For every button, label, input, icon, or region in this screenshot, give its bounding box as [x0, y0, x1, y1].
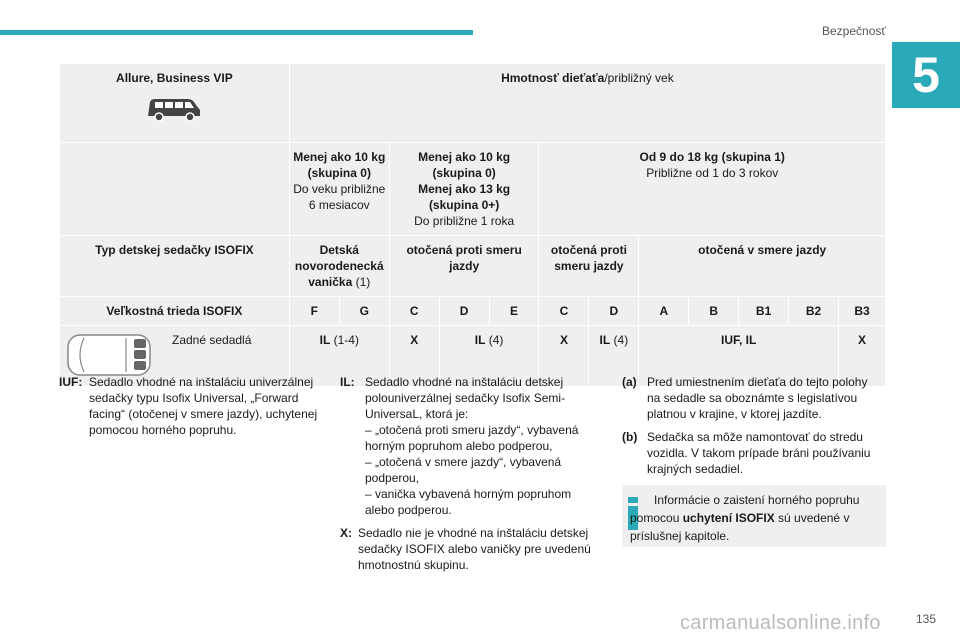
size-class: D — [439, 297, 489, 326]
note-label: (b) — [622, 430, 638, 444]
table-row — [60, 297, 886, 326]
value-cell: X — [389, 326, 439, 387]
rear-facing-cell-1: otočená proti smeru jazdy — [389, 236, 539, 297]
info-text-bold: uchytení ISOFIX — [682, 511, 775, 525]
page-number: 135 — [916, 612, 937, 626]
note-text: Sedadlo vhodné na inštaláciu detskej polouniverzálnej sedačky Isofix Semi-UniversaL, ktorá je: — [365, 375, 566, 421]
value-rest: (4) — [610, 333, 629, 347]
group0plus-title-1: Menej ako 10 kg (skupina 0) — [418, 150, 511, 180]
group0-age: Do veku približne 6 mesiacov — [293, 182, 386, 212]
size-class: E — [489, 297, 539, 326]
note-label: X: — [340, 526, 352, 540]
note-text: Pred umiestnením dieťaťa do tejto polohy na sedadle sa oboznámte s legislatívou platnou v krajine, v ktorej jazdíte. — [647, 375, 868, 421]
info-box — [622, 485, 886, 547]
note-il — [340, 374, 602, 518]
seat-type-label: Typ detskej sedačky ISOFIX — [60, 236, 290, 297]
value-bold: IL — [474, 333, 486, 347]
forward-facing-cell: otočená v smere jazdy — [639, 236, 886, 297]
note-list-item: – vanička vybavená horným popruhom alebo podperou. — [365, 487, 572, 517]
rear-seats-label: Zadné sedadlá — [172, 333, 252, 347]
table-row — [60, 64, 886, 143]
note-label: IL: — [340, 375, 355, 389]
value-bold: IL — [319, 333, 331, 347]
size-class: F — [289, 297, 339, 326]
rear-facing-cell-2: otočená proti smeru jazdy — [539, 236, 639, 297]
value-rest: (1-4) — [330, 333, 359, 347]
note-list-item: – „otočená v smere jazdy“, vybavená podperou, — [365, 455, 562, 485]
size-class: B1 — [739, 297, 789, 326]
value-cell: IUF, IL — [639, 326, 839, 387]
table-row — [60, 143, 886, 236]
size-class: B3 — [838, 297, 885, 326]
value-cell: X — [838, 326, 885, 387]
weight-header-rest: /približný vek — [604, 71, 674, 85]
info-text — [630, 491, 880, 545]
table-row — [60, 236, 886, 297]
group0-cell — [289, 143, 389, 236]
van-icon — [144, 94, 204, 124]
group0plus-age: Do približne 1 roka — [414, 214, 515, 228]
note-x — [340, 525, 602, 573]
isofix-table — [59, 63, 886, 387]
info-text-part: sú uvedené v príslušnej kapitole. — [630, 511, 850, 543]
note-b — [622, 429, 884, 477]
note-text: Sedadlo nie je vhodné na inštaláciu detskej sedačky ISOFIX alebo vaničky pre uvedenú hmotnostnú skupinu. — [358, 526, 591, 572]
car-seat-layout-icon — [66, 332, 154, 378]
note-label: (a) — [622, 375, 637, 389]
weight-header-cell — [289, 64, 885, 143]
size-class: B — [689, 297, 739, 326]
weight-header-bold: Hmotnosť dieťaťa — [501, 71, 605, 85]
size-class: C — [539, 297, 589, 326]
size-class: D — [589, 297, 639, 326]
group1-title: Od 9 do 18 kg (skupina 1) — [639, 150, 785, 164]
size-class: C — [389, 297, 439, 326]
group0-title: Menej ako 10 kg (skupina 0) — [293, 150, 386, 180]
watermark: carmanualsonline.info — [680, 612, 881, 634]
header-accent-bar — [0, 30, 473, 35]
carrycot-title: Detská novorodenecká vanička — [294, 243, 384, 289]
value-cell: X — [539, 326, 589, 387]
group1-age: Približne od 1 do 3 rokov — [646, 166, 779, 180]
vehicle-cell — [60, 64, 290, 143]
size-class: A — [639, 297, 689, 326]
empty-cell — [60, 143, 290, 236]
carrycot-note: (1) — [352, 275, 371, 289]
section-title: Bezpečnosť — [822, 24, 886, 38]
carrycot-cell — [289, 236, 389, 297]
vehicle-label: Allure, Business VIP — [116, 71, 233, 85]
note-a — [622, 374, 884, 422]
value-bold: IL — [599, 333, 611, 347]
group0plus-cell — [389, 143, 539, 236]
note-text: Sedadlo vhodné na inštaláciu univerzálnej sedačky typu Isofix Universal, „Forward facing“ (otočenej v smere jazdy), uchytenej pomocou horného popruhu. — [89, 375, 318, 437]
note-label: IUF: — [59, 375, 83, 389]
group0plus-title-2: Menej ako 13 kg (skupina 0+) — [418, 182, 511, 212]
size-class: B2 — [789, 297, 839, 326]
note-iuf — [59, 374, 327, 438]
note-text: Sedačka sa môže namontovať do stredu vozidla. V takom prípade bráni používaniu krajných sedadiel. — [647, 430, 871, 476]
group1-cell — [539, 143, 886, 236]
size-class-label: Veľkostná trieda ISOFIX — [60, 297, 290, 326]
chapter-number-tab: 5 — [892, 42, 960, 108]
value-rest: (4) — [485, 333, 504, 347]
note-list-item: – „otočená proti smeru jazdy“, vybavená horným popruhom alebo podperou, — [365, 423, 579, 453]
size-class: G — [339, 297, 389, 326]
info-text-part: Informácie o zaistení horného popruhu pomocou — [630, 493, 860, 525]
